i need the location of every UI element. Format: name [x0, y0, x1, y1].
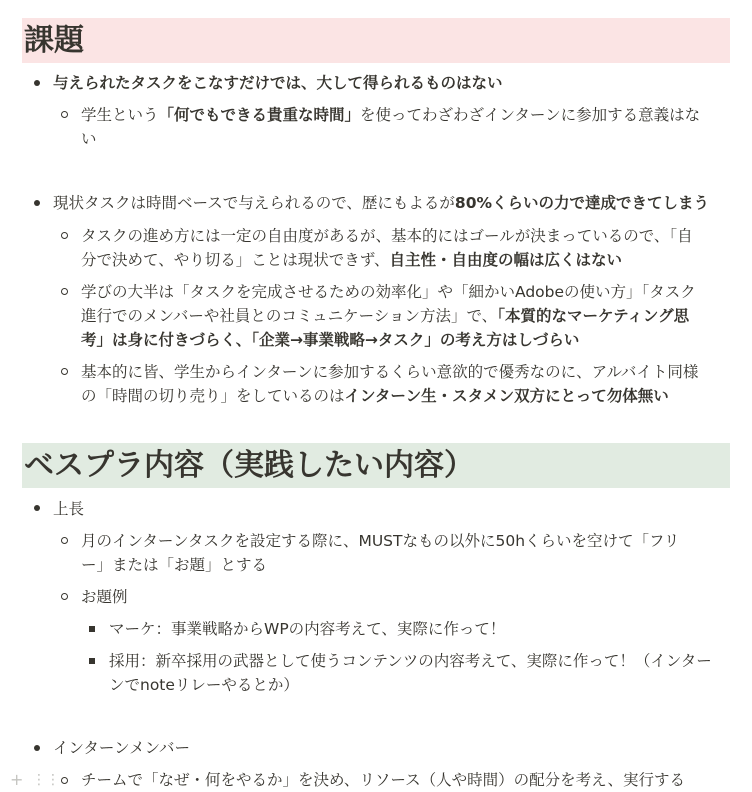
- bullet-disc-icon: [34, 80, 40, 86]
- list-item-continuation: ー」または「お題」とする: [81, 556, 268, 574]
- bullet-square-icon: [89, 658, 95, 664]
- section-heading-issues: 課題: [22, 18, 730, 63]
- bullet-circle-icon: [61, 537, 68, 544]
- list-item: 採用：新卒採用の武器として使うコンテンツの内容考えて、実際に作って！（インター: [109, 652, 712, 670]
- section-heading-bestpractice: ベスプラ内容（実践したい内容）: [22, 443, 730, 488]
- list-item: 月のインターンタスクを設定する際に、MUSTなもの以外に50hくらいを空けて「フリ: [81, 532, 680, 550]
- bullet-circle-icon: [61, 111, 68, 118]
- bullet-square-icon: [89, 626, 95, 632]
- bullet-circle-icon: [61, 288, 68, 295]
- bullet-circle-icon: [61, 593, 68, 600]
- list-item-continuation: の「時間の切り売り」をしているのはインターン生・スタメン双方にとって勿体無い: [81, 387, 669, 405]
- list-item: 学びの大半は「タスクを完成させるための効率化」や「細かいAdobeの使い方」「タスク: [81, 283, 696, 301]
- list-item: インターンメンバー: [53, 739, 191, 757]
- drag-handle-icon[interactable]: ⋮⋮: [32, 772, 60, 788]
- list-item: マーケ：事業戦略からWPの内容考えて、実際に作って！: [109, 620, 506, 638]
- list-item: チームで「なぜ・何をやるか」を決め、リソース（人や時間）の配分を考え、実行する: [81, 771, 686, 789]
- add-block-icon[interactable]: +: [10, 770, 24, 789]
- list-item: お題例: [81, 588, 128, 606]
- list-item: タスクの進め方には一定の自由度があるが、基本的にはゴールが決まっているので、「自: [81, 227, 693, 245]
- list-item-continuation: い: [81, 130, 97, 148]
- bullet-disc-icon: [34, 745, 40, 751]
- list-item-continuation: 考」は身に付きづらく、「企業→事業戦略→タスク」の考え方はしづらい: [81, 331, 580, 349]
- list-item-continuation: ンでnoteリレーやるとか）: [109, 676, 299, 694]
- list-item-continuation: 進行でのメンバーや社員とのコミュニケーション方法」で、「本質的なマーケティング思: [81, 307, 690, 325]
- bullet-disc-icon: [34, 200, 40, 206]
- bullet-circle-icon: [61, 232, 68, 239]
- list-item-continuation: 分で決めて、やり切る」ことは現状できず、自主性・自由度の幅は広くはない: [81, 251, 622, 269]
- list-item: 現状タスクは時間ベースで与えられるので、歴にもよるが80%くらいの力で達成できてしまう: [53, 194, 710, 212]
- list-item: 学生という「何でもできる貴重な時間」を使ってわざわざインターンに参加する意義はな: [81, 106, 701, 124]
- list-item: 上長: [53, 500, 85, 518]
- bullet-disc-icon: [34, 505, 40, 511]
- bullet-circle-icon: [61, 368, 68, 375]
- list-item: 基本的に皆、学生からインターンに参加するくらい意欲的で優秀なのに、アルバイト同様: [81, 363, 699, 381]
- list-item: 与えられたタスクをこなすだけでは、大して得られるものはない: [53, 74, 503, 92]
